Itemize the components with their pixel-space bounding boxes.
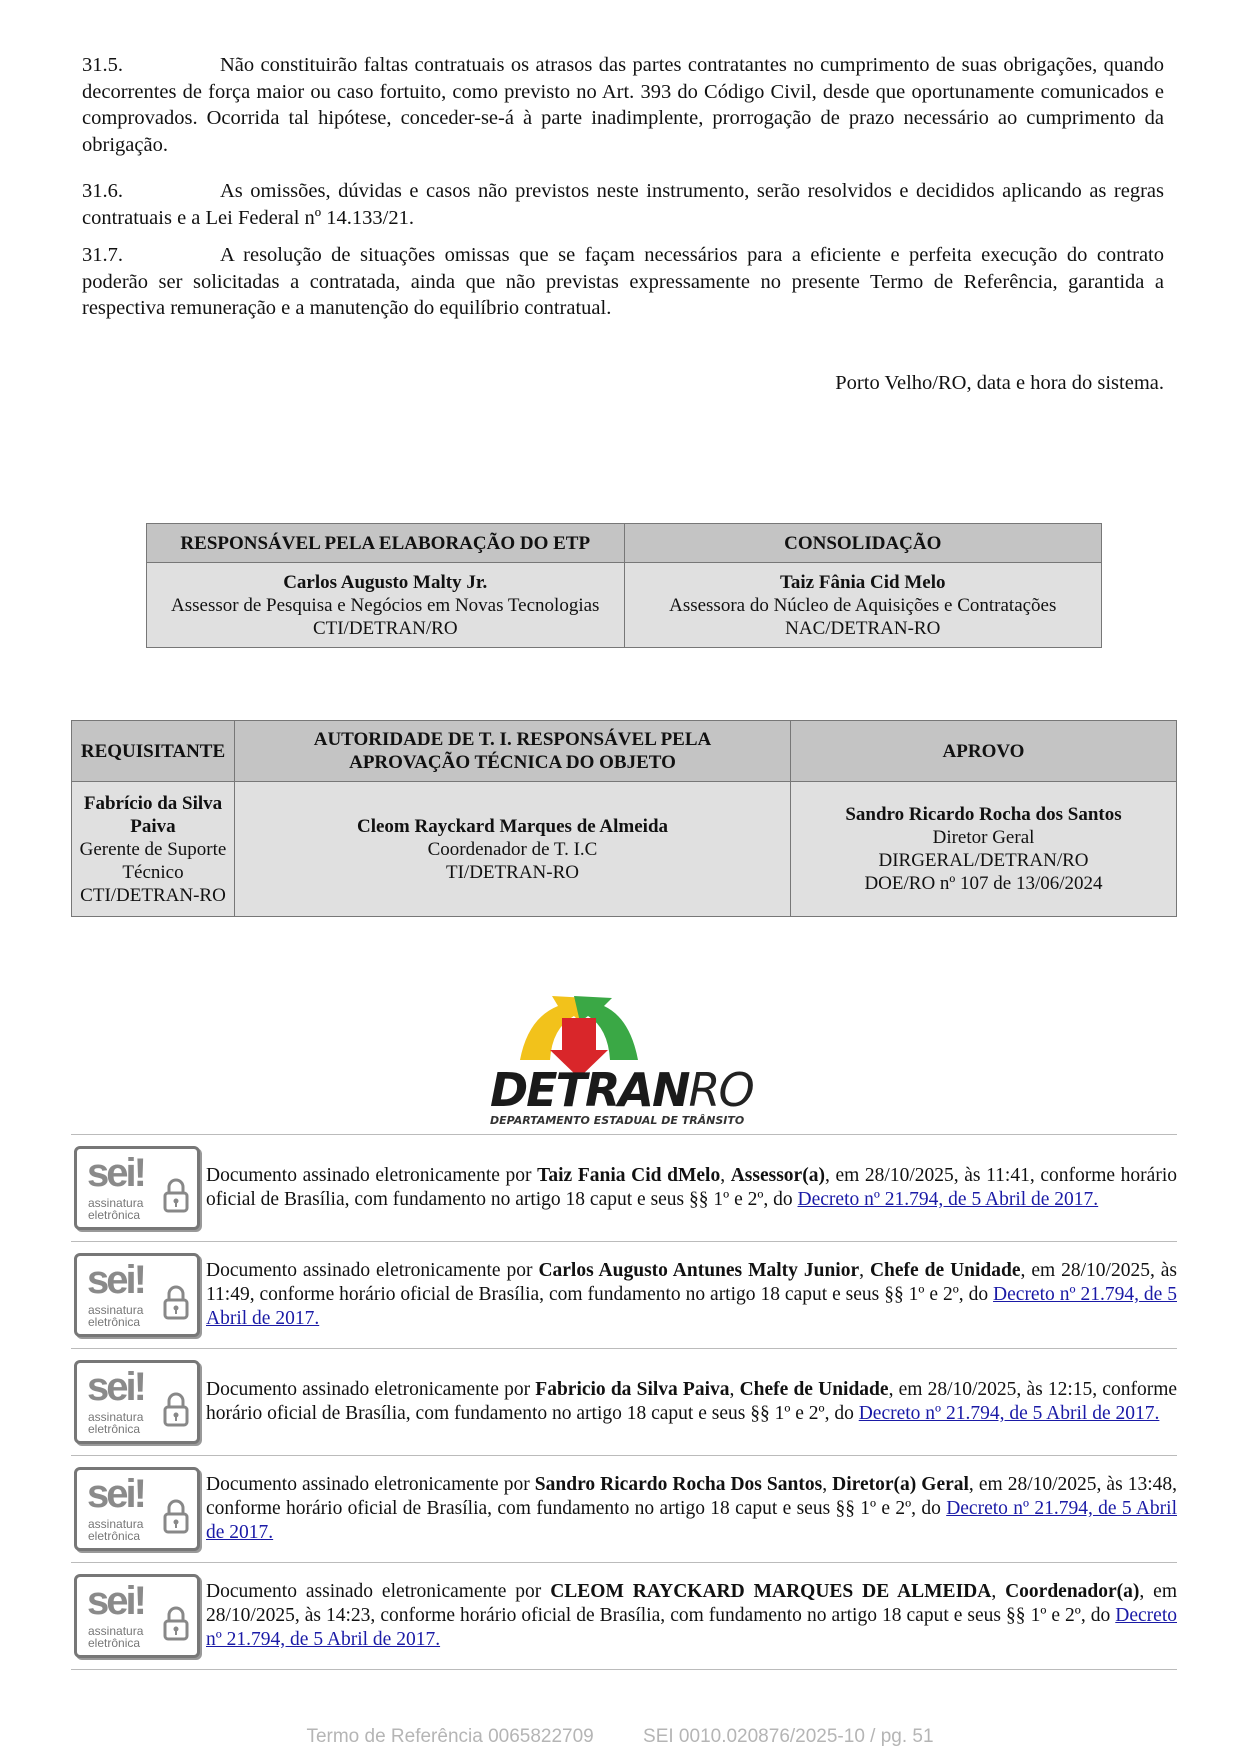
clause-number: 31.6. — [82, 180, 123, 202]
seal-caption-line: assinatura — [88, 1624, 144, 1638]
lock-icon — [163, 1498, 189, 1534]
person-role: Diretor Geral — [932, 827, 1035, 848]
seal-caption — [88, 1518, 143, 1542]
signatories-table-1 — [146, 523, 1102, 648]
seal-brand: sei! — [87, 1365, 144, 1409]
clause-number: 31.5. — [82, 54, 123, 76]
seal-brand: sei! — [87, 1151, 144, 1195]
signature-prefix: Documento assinado eletronicamente por — [206, 1379, 536, 1400]
signature-prefix: Documento assinado eletronicamente por — [206, 1165, 538, 1186]
signature-details: , em 28/10/2025, às 11:49, conforme horário oficial de Brasília, com fundamento no artigo 18 caput e seus §§ 1º e 2º, do — [206, 1260, 1178, 1305]
electronic-signatures — [71, 1134, 1177, 1670]
person-unit: CTI/DETRAN-RO — [80, 884, 226, 906]
person-unit: NAC/DETRAN-RO — [785, 617, 941, 639]
table-header: AUTORIDADE DE T. I. RESPONSÁVEL PELA APROVAÇÃO TÉCNICA DO OBJETO — [235, 721, 791, 782]
table-header: APROVO — [791, 721, 1177, 782]
logo-wordmark: DETRANRO — [490, 1063, 753, 1117]
sei-seal-icon — [74, 1574, 200, 1658]
seal-brand: sei! — [87, 1258, 144, 1302]
decree-link[interactable]: Decreto nº 21.794, de 5 Abril de 2017. — [206, 1605, 1177, 1650]
signer-role: Chefe de Unidade — [869, 1260, 1021, 1281]
separator: , — [729, 1379, 740, 1400]
detran-ro-logo — [480, 988, 760, 1128]
person-unit: TI/DETRAN-RO — [446, 861, 579, 883]
signature-details: , em 28/10/2025, às 14:23, conforme horário oficial de Brasília, com fundamento no artigo 18 caput e seus §§ 1º e 2º, do — [206, 1581, 1178, 1626]
signature-entry — [71, 1563, 1177, 1670]
clause-text: Não constituirão faltas contratuais os atrasos das partes contratantes no cumprimento de suas obrigações, quando decorrentes de força maior ou caso fortuito, como previsto no Art. 393 do Código Civil, desde que oportunamente comunicados e comprovados. Ocorrida tal hipótese, conceder-se-á à parte inadimplente, prorrogação de prazo necessário ao cumprimento da obrigação. — [82, 54, 1164, 156]
table-cell — [624, 563, 1102, 648]
person-name: Fabrício da Silva Paiva — [83, 792, 223, 837]
signature-entry — [71, 1135, 1177, 1242]
detran-arrows-icon — [480, 988, 760, 1128]
person-name: Cleom Rayckard Marques de Almeida — [356, 815, 669, 837]
seal-caption — [88, 1304, 143, 1328]
appointment-reference: DOE/RO nº 107 de 13/06/2024 — [864, 873, 1103, 894]
separator: , — [720, 1165, 731, 1186]
signature-text — [206, 1164, 1177, 1212]
seal-caption-line: eletrônica — [88, 1422, 141, 1436]
decree-link[interactable]: Decreto nº 21.794, de 5 Abril de 2017. — [797, 1189, 1099, 1210]
signature-text — [206, 1580, 1177, 1652]
sei-seal-icon — [74, 1146, 200, 1230]
signature-prefix: Documento assinado eletronicamente por — [206, 1260, 539, 1281]
table-cell — [791, 782, 1177, 917]
page-footer — [0, 1726, 1240, 1748]
person-unit: DIRGERAL/DETRAN/RO — [878, 850, 1089, 871]
person-name: Carlos Augusto Malty Jr. — [283, 571, 488, 593]
table-header: REQUISITANTE — [72, 721, 235, 782]
clause-31-7 — [82, 242, 1164, 322]
signature-entry — [71, 1242, 1177, 1349]
signer-role: Diretor(a) Geral — [832, 1474, 969, 1495]
clause-31-5 — [82, 52, 1164, 158]
signer-role: Chefe de Unidade — [739, 1379, 889, 1400]
sei-seal-icon — [74, 1253, 200, 1337]
seal-caption — [88, 1625, 143, 1649]
logo-subtitle: DEPARTAMENTO ESTADUAL DE TRÂNSITO — [490, 1114, 745, 1127]
seal-brand: sei! — [87, 1472, 144, 1516]
person-role: Coordenador de T. I.C — [427, 838, 598, 860]
clause-text: As omissões, dúvidas e casos não previstos neste instrumento, serão resolvidos e decididos aplicando as regras contratuais e a Lei Federal nº 14.133/21. — [82, 180, 1164, 229]
lock-icon — [163, 1605, 189, 1641]
signature-details: , em 28/10/2025, às 13:48, conforme horário oficial de Brasília, com fundamento no artigo 18 caput e seus §§ 1º e 2º, do — [206, 1474, 1178, 1519]
signature-details: , em 28/10/2025, às 11:41, conforme horário oficial de Brasília, com fundamento no artigo 18 caput e seus §§ 1º e 2º, do — [206, 1165, 1177, 1210]
signer-role: Assessor(a) — [730, 1165, 825, 1186]
seal-caption-line: assinatura — [88, 1517, 144, 1531]
separator: , — [822, 1474, 833, 1495]
table-cell — [235, 782, 791, 917]
lock-icon — [163, 1284, 189, 1320]
seal-caption — [88, 1197, 143, 1221]
sei-seal-icon — [74, 1360, 200, 1444]
separator: , — [991, 1581, 1006, 1602]
lock-icon — [163, 1391, 189, 1427]
signature-text — [206, 1259, 1177, 1331]
seal-caption-line: assinatura — [88, 1410, 144, 1424]
seal-caption — [88, 1411, 143, 1435]
signature-prefix: Documento assinado eletronicamente por — [206, 1581, 551, 1602]
clause-31-6 — [82, 178, 1164, 231]
person-role: Assessora do Núcleo de Aquisições e Contratações — [669, 594, 1057, 616]
table-header: CONSOLIDAÇÃO — [624, 524, 1102, 563]
signature-entry — [71, 1349, 1177, 1456]
signer-name: Fabricio da Silva Paiva — [535, 1379, 730, 1400]
process-page-number: SEI 0010.020876/2025-10 / pg. 51 — [643, 1726, 934, 1747]
person-name: Sandro Ricardo Rocha dos Santos — [845, 804, 1122, 825]
seal-caption-line: eletrônica — [88, 1208, 141, 1222]
sei-seal-icon — [74, 1467, 200, 1551]
clause-text: A resolução de situações omissas que se façam necessários para a eficiente e perfeita execução do contrato poderão ser solicitadas a contratada, ainda que não previstas expressamente no presente Termo de Referência, garantida a respectiva remuneração e a manutenção do equilíbrio contratual. — [82, 244, 1164, 319]
seal-caption-line: eletrônica — [88, 1529, 141, 1543]
decree-link[interactable]: Decreto nº 21.794, de 5 Abril de 2017. — [206, 1284, 1177, 1329]
document-reference: Termo de Referência 0065822709 — [306, 1726, 594, 1747]
seal-caption-line: eletrônica — [88, 1636, 141, 1650]
table-cell — [147, 563, 625, 648]
decree-link[interactable]: Decreto nº 21.794, de 5 Abril de 2017. — [858, 1403, 1160, 1424]
person-unit: CTI/DETRAN/RO — [312, 617, 458, 639]
signature-prefix: Documento assinado eletronicamente por — [206, 1474, 535, 1495]
signer-name: Taiz Fania Cid dMelo — [537, 1165, 721, 1186]
signature-details: , em 28/10/2025, às 12:15, conforme horário oficial de Brasília, com fundamento no artigo 18 caput e seus §§ 1º e 2º, do — [206, 1379, 1178, 1424]
decree-link[interactable]: Decreto nº 21.794, de 5 Abril de 2017. — [206, 1498, 1177, 1543]
signer-name: Carlos Augusto Antunes Malty Junior — [538, 1260, 860, 1281]
city-date: Porto Velho/RO, data e hora do sistema. — [835, 372, 1164, 394]
seal-caption-line: assinatura — [88, 1303, 144, 1317]
seal-caption-line: assinatura — [88, 1196, 144, 1210]
signature-text — [206, 1473, 1177, 1545]
seal-brand: sei! — [87, 1579, 144, 1623]
signature-entry — [71, 1456, 1177, 1563]
table-header: RESPONSÁVEL PELA ELABORAÇÃO DO ETP — [147, 524, 625, 563]
signatories-table-2 — [71, 720, 1177, 917]
table-cell — [72, 782, 235, 917]
signature-text — [206, 1378, 1177, 1426]
person-name: Taiz Fânia Cid Melo — [779, 571, 946, 593]
signer-name: CLEOM RAYCKARD MARQUES DE ALMEIDA — [550, 1581, 992, 1602]
signer-role: Coordenador(a) — [1005, 1581, 1140, 1602]
clause-number: 31.7. — [82, 244, 123, 266]
separator: , — [859, 1260, 870, 1281]
person-role: Assessor de Pesquisa e Negócios em Novas Tecnologias — [171, 594, 600, 616]
lock-icon — [163, 1177, 189, 1213]
person-role: Gerente de Suporte Técnico — [79, 838, 227, 883]
signer-name: Sandro Ricardo Rocha Dos Santos — [534, 1474, 823, 1495]
seal-caption-line: eletrônica — [88, 1315, 141, 1329]
